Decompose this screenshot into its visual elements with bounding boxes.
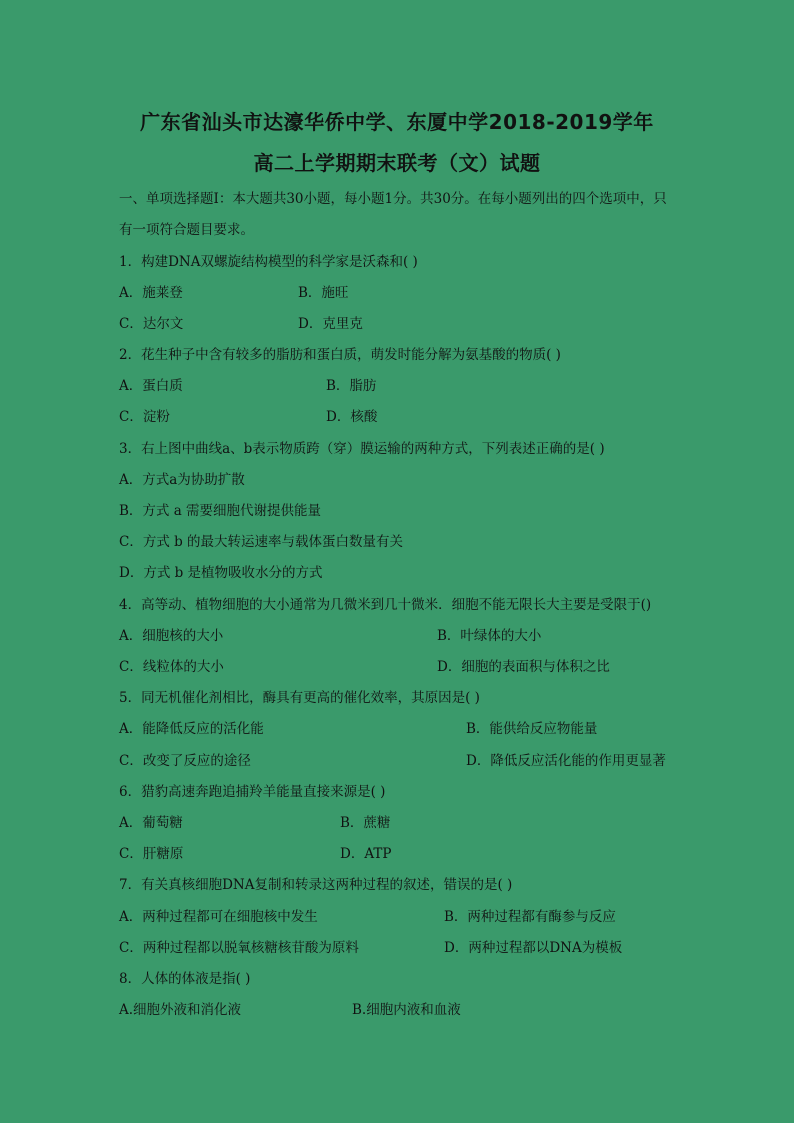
question-2-option-b: B．脂肪 [326, 378, 377, 394]
question-8-option-b: B.细胞内液和血液 [352, 1002, 461, 1018]
question-8-stem: 8．人体的体液是指( ) [119, 971, 251, 987]
question-3-option-d: D．方式 b 是植物吸收水分的方式 [119, 565, 323, 581]
question-1-stem: 1．构建DNA双螺旋结构模型的科学家是沃森和( ) [119, 254, 418, 270]
question-5-option-b: B．能供给反应物能量 [466, 721, 598, 737]
question-6-option-a: A．葡萄糖 [119, 815, 183, 831]
question-7-option-d: D．两种过程都以DNA为模板 [444, 940, 623, 956]
question-6-option-b: B．蔗糖 [340, 815, 391, 831]
question-3-option-c: C．方式 b 的最大转运速率与载体蛋白数量有关 [119, 534, 404, 550]
question-3-stem: 3．右上图中曲线a、b表示物质跨（穿）膜运输的两种方式，下列表述正确的是( ) [119, 441, 605, 457]
question-4-option-a: A．细胞核的大小 [119, 628, 224, 644]
question-5-option-c: C．改变了反应的途径 [119, 753, 251, 769]
question-6-stem: 6．猎豹高速奔跑追捕羚羊能量直接来源是( ) [119, 784, 386, 800]
question-1-option-a: A．施莱登 [119, 285, 183, 301]
question-5-option-d: D．降低反应活化能的作用更显著 [466, 753, 666, 769]
question-3-option-b: B．方式 a 需要细胞代谢提供能量 [119, 503, 322, 519]
question-2-option-a: A．蛋白质 [119, 378, 183, 394]
question-2-stem: 2．花生种子中含有较多的脂肪和蛋白质，萌发时能分解为氨基酸的物质( ) [119, 347, 561, 363]
question-7-stem: 7．有关真核细胞DNA复制和转录这两种过程的叙述，错误的是( ) [119, 877, 513, 893]
question-4-option-c: C．线粒体的大小 [119, 659, 224, 675]
question-2-option-c: C．淀粉 [119, 409, 170, 425]
exam-title-line2: 高二上学期期末联考（文）试题 [253, 151, 541, 175]
question-4-option-d: D．细胞的表面积与体积之比 [437, 659, 610, 675]
question-6-option-c: C．肝糖原 [119, 846, 184, 862]
question-3-option-a: A．方式a为协助扩散 [119, 472, 245, 488]
question-8-option-a: A.细胞外液和消化液 [119, 1002, 242, 1018]
question-7-option-a: A．两种过程都可在细胞核中发生 [119, 909, 318, 925]
section-heading-line1: 一、单项选择题I：本大题共30小题，每小题1分。共30分。在每小题列出的四个选项中，只 [119, 191, 667, 207]
question-6-option-d: D．ATP [340, 846, 392, 862]
exam-title-line1: 广东省汕头市达濠华侨中学、东厦中学2018-2019学年 [140, 110, 654, 134]
question-2-option-d: D．核酸 [326, 409, 378, 425]
section-heading-line2: 有一项符合题目要求。 [119, 222, 254, 238]
question-1-option-d: D．克里克 [298, 316, 363, 332]
question-7-option-b: B．两种过程都有酶参与反应 [444, 909, 616, 925]
question-4-option-b: B．叶绿体的大小 [437, 628, 542, 644]
question-4-stem: 4．高等动、植物细胞的大小通常为几微米到几十微米．细胞不能无限长大主要是受限于() [119, 597, 652, 613]
question-1-option-c: C．达尔文 [119, 316, 184, 332]
question-1-option-b: B．施旺 [298, 285, 349, 301]
question-7-option-c: C．两种过程都以脱氧核糖核苷酸为原料 [119, 940, 359, 956]
question-5-stem: 5．同无机催化剂相比，酶具有更高的催化效率，其原因是( ) [119, 690, 480, 706]
question-5-option-a: A．能降低反应的活化能 [119, 721, 264, 737]
